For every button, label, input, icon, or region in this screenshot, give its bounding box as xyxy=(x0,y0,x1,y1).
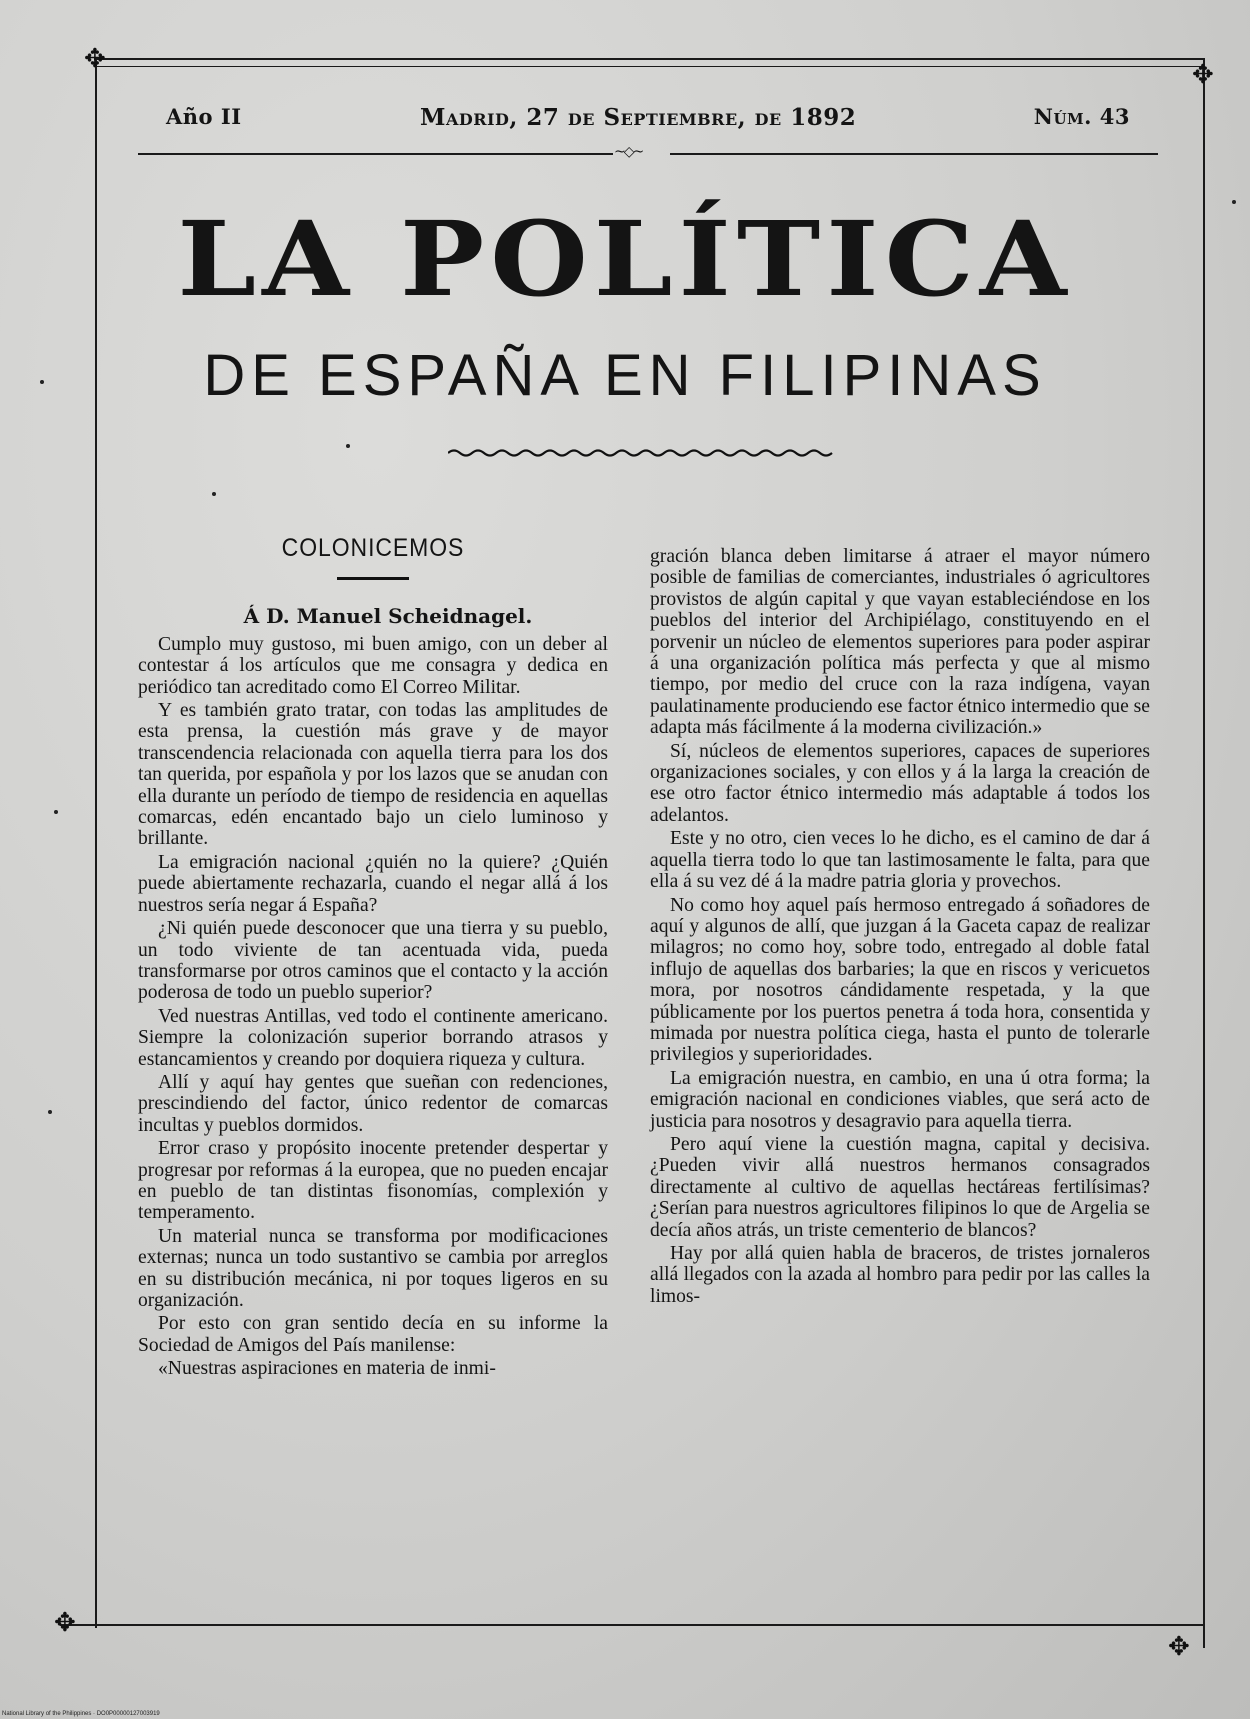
paragraph: gración blanca deben limitarse á atraer el mayor número posible de familias de comerciantes, industriales ó agricultores provistos de algún capital y que vayan estableciéndose en los pueblos del interior del Archipiélago, constituyendo en el porvenir un núcleo de elementos superiores para poder aspirar á una organización política más perfecta y que al mismo tiempo, por medio del cruce con la raza indígena, vayan paulatinamente produciendo ese factor étnico intermedio que se adapta más fácilmente á la moderna civilización.» xyxy=(650,546,1150,739)
newspaper-subtitle: DE ESPAÑA EN FILIPINAS xyxy=(203,343,1047,408)
masthead-rule-right xyxy=(670,153,1158,155)
article-column-left xyxy=(138,534,608,1382)
paragraph: La emigración nacional ¿quién no la quiere? ¿Quién puede abiertamente rechazarla, cuando el negar allá á los nuestros sería negar á España? xyxy=(138,851,608,916)
paragraph: Error craso y propósito inocente pretender despertar y progresar por reformas á la europea, que no pueden encajar en pueblo de tan distintas fisonomías, complexión y temperamento. xyxy=(138,1138,608,1224)
scan-speck xyxy=(40,380,44,384)
scan-speck xyxy=(54,810,58,814)
paragraph: Cumplo muy gustoso, mi buen amigo, con un deber al contestar á los artículos que me consagra y dedica en periódico tan acreditado como El Correo Militar. xyxy=(138,633,608,698)
masthead-rule-ornament: ~◇~ xyxy=(614,144,643,160)
paragraph: Hay por allá quien habla de braceros, de tristes jornaleros allá llegados con la azada al hombro para pedir por las calles la limos- xyxy=(650,1243,1150,1307)
paragraph: Ved nuestras Antillas, ved todo el continente americano. Siempre la colonización superior borrando atrasos y estancamientos y creando por doquiera riqueza y cultura. xyxy=(138,1005,608,1070)
corner-ornament-top-right: ✥ xyxy=(1192,60,1214,90)
paragraph: Por esto con gran sentido decía en su informe la Sociedad de Amigos del País manilense: xyxy=(138,1313,608,1356)
paragraph: ¿Ni quién puede desconocer que una tierra y su pueblo, un todo viviente de tan acentuada vida, pueda transformarse por otros caminos que el contacto y la acción poderosa de todo un pueblo superior? xyxy=(138,918,608,1004)
title-wave-divider xyxy=(448,446,834,460)
paragraph: Sí, núcleos de elementos superiores, capaces de superiores organizaciones sociales, y con ellos y á la larga la creación de ese otro factor étnico intermedio más adaptable á todos los adelantos. xyxy=(650,740,1150,826)
newspaper-title: LA POLÍTICA xyxy=(177,199,1073,320)
paragraph: No como hoy aquel país hermoso entregado á soñadores de aquí y algunos de allí, que juzgan á la Gaceta capaz de realizar milagros; no como hoy, sobre todo, entregado al doble fatal influjo de aquellas dos barbaries; la que en riscos y vericuetos mora, por nosotros cándidamente respetada, y la que públicamente por los puertos penetra á toda hora, consentida y mimada por nuestra política ciega, hasta el punto de tolerarle privilegios y superioridades. xyxy=(650,894,1150,1066)
article-column-right xyxy=(650,546,1150,1309)
dateline: Madrid, 27 de Septiembre, de 1892 xyxy=(420,104,857,131)
paragraph: Y es también grato tratar, con todas las amplitudes de esta prensa, la cuestión más grave y de mayor transcendencia relacionada con aquella tierra para los dos tan querida, por española y por los lazos que se anudan con ella durante un período de tiempo de residencia en aquellas comarcas, edén encantado bajo un cielo luminoso y brillante. xyxy=(138,700,608,850)
corner-ornament-bottom-right: ✥ xyxy=(1168,1632,1190,1662)
corner-ornament-bottom-left: ✥ xyxy=(54,1608,76,1638)
border-top xyxy=(94,58,1204,60)
masthead-row xyxy=(138,104,1130,144)
scan-speck xyxy=(1232,200,1236,204)
paragraph: Allí y aquí hay gentes que sueñan con redenciones, prescindiendo del factor, único redentor de comarcas incultas y pueblos dormidos. xyxy=(138,1071,608,1136)
scan-speck xyxy=(346,444,350,448)
issue-number: Núm. 43 xyxy=(1033,104,1130,129)
paragraph: Un material nunca se transforma por modificaciones externas; nunca un todo sustantivo se cambia por arreglos en su distribución mecánica, ni por toques ligeros en su organización. xyxy=(138,1225,608,1311)
scan-speck xyxy=(212,492,216,496)
scan-credit: National Library of the Philippines · DO0P00000127003919 xyxy=(2,1711,160,1717)
masthead-rule-left xyxy=(138,153,613,155)
border-bottom xyxy=(60,1624,1205,1626)
article-heading: COLONICEMOS xyxy=(281,534,465,562)
paragraph: «Nuestras aspiraciones en materia de inmi- xyxy=(158,1358,496,1380)
scan-speck xyxy=(48,1110,52,1114)
year-label: Año II xyxy=(166,104,242,129)
border-top-inner xyxy=(94,66,1204,67)
article-dedication: Á D. Manuel Scheidnagel. xyxy=(243,604,533,629)
paragraph: La emigración nuestra, en cambio, en una ú otra forma; la emigración nacional en condiciones viables, que será acto de justicia para nosotros y desagravio para aquella tierra. xyxy=(650,1067,1150,1132)
paragraph: Este y no otro, cien veces lo he dicho, es el camino de dar á aquella tierra todo lo que tan lastimosamente le falta, para que ella á su vez dé á la madre patria gloria y provechos. xyxy=(650,828,1150,893)
corner-ornament-top-left: ✥ xyxy=(84,44,106,74)
heading-rule xyxy=(337,577,409,580)
paragraph: Pero aquí viene la cuestión magna, capital y decisiva. ¿Pueden vivir allá nuestros hermanos consagrados directamente al cultivo de aquellas hectáreas fertilísimas? ¿Serían para nuestros agricultores filipinos lo que de Argelia se decía años atrás, un triste cementerio de blancos? xyxy=(650,1133,1150,1241)
